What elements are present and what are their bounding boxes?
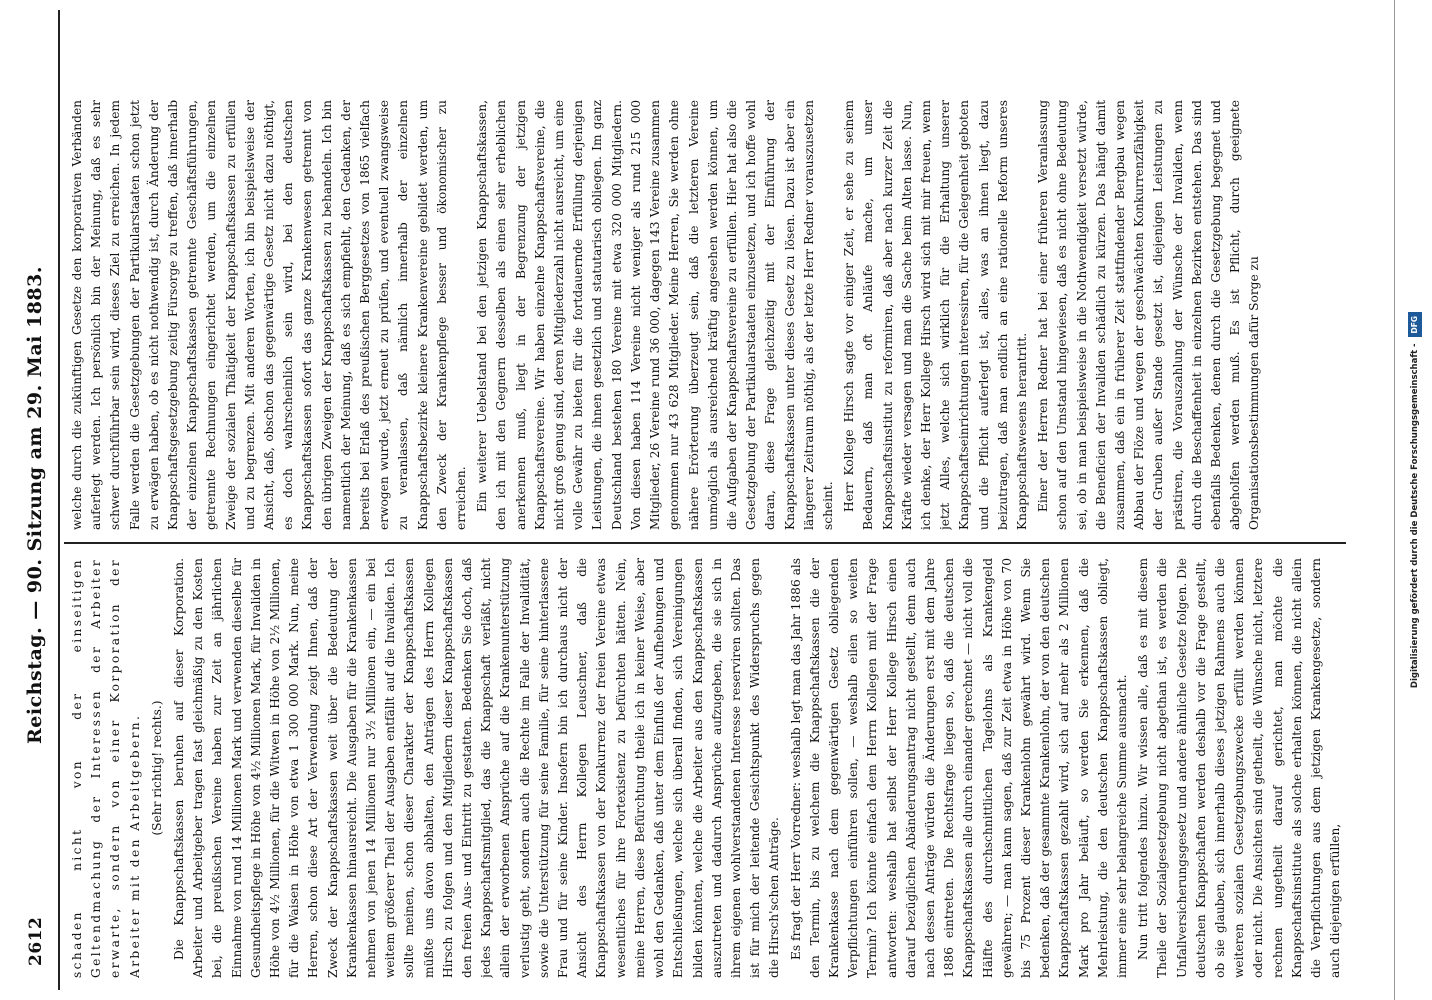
header-rule bbox=[58, 10, 60, 990]
paragraph: schaden nicht von der einseitigen Geltendmachung der Interessen der Arbeiter erwarte, sondern von einer Korporation der Arbeiter mit den Arbeitgebern. bbox=[70, 558, 142, 978]
paragraph: Herr Kollege Hirsch sagte vor einiger Zeit, er sehe zu seinem Bedauern, daß man oft Anläufe mache, um unser Knappschaftsinstitut zu reformiren, daß aber nach kurzer Zeit die Kräfte wieder versagen und man die Sache beim Alten lasse. Nun, ich denke, der Herr Kollege Hirsch wird sich mit mir freuen, wenn jetzt Alles, welche sich wirklich für die Erhaltung unserer Knappschaftseinrichtungen interessiren, für die Gelegenheit geboten und die Pflicht auferlegt ist, alles, was an ihnen liegt, dazu beizutragen, daß man endlich an eine rationelle Reform unseres Knappschaftswesens herantritt. bbox=[842, 100, 1029, 530]
digitization-note-text: Digitalisierung gefördert durch die Deutsche Forschungsgemeinschaft - bbox=[1410, 343, 1420, 689]
running-head: Reichstag. — 90. Sitzung am 29. Mai 1883. bbox=[24, 266, 46, 744]
paragraph: welche durch die zukünftigen Gesetze den korporativen Verbänden auferlegt werden. Ich persönlich bin der Meinung, daß es sehr schwer durchführbar sein wird, dieses Ziel zu erreichen. In jedem Falle werden die Gesetzgebungen der Partikularstaaten schon jetzt zu erwägen haben, ob es nicht nothwendig ist, durch Änderung der Knappschaftsgesetzgebung zeitig Fürsorge zu treffen, daß innerhalb der einzelnen Knappschaftskassen getrennte Geschäftsführungen, getrennte Rechnungen eingerichtet werden, um die einzelnen Zweige der sozialen Thätigkeit der Knappschaftskassen zu erfüllen und zu begrenzen. Mit anderen Worten, ich bin beispielsweise der Ansicht, daß, obschon das gegenwärtige Gesetz nicht dazu nöthigt, es doch wahrscheinlich sein wird, bei den deutschen Knappschaftskassen sofort das ganze Krankenwesen getrennt von den übrigen Zweigen der Knappschaftskassen zu behandeln. Ich bin namentlich der Meinung, daß es sich empfiehlt, den Gedanken, der bereits bei Erlaß des preußischen Berggesetzes von 1865 vielfach erwogen wurde, jetzt erneut zu prüfen, und eventuell zwangsweise zu veranlassen, daß nämlich innerhalb der einzelnen Knappschaftsbezirke kleinere Krankenvereine gebildet werden, um den Zweck der Krankenpflege besser und ökonomischer zu erreichen. bbox=[70, 100, 469, 530]
paragraph: Die Knappschaftskassen beruhen auf dieser Korporation. Arbeiter und Arbeitgeber tragen fast gleichmäßig zu den Kosten bei, die preußischen Vereine haben zur Zeit an jährlichen Einnahme von rund 14 Millionen Mark und verwenden dieselbe für Gesundheitspflege in Höhe von 4½ Millionen Mark, für Invaliden in Höhe von 4½ Millionen, für die Witwen in Höhe von 2½ Millionen, für die Waisen in Höhe von etwa 1 300 000 Mark. Nun, meine Herren, schon diese Art der Verwendung zeigt Ihnen, daß der Zweck der Knappschaftskassen weit über die Bedeutung der Krankenkassen hinausreicht. Die Ausgaben für die Krankenkassen nehmen von jenen 14 Millionen nur 3½ Millionen ein, — ein bei weitem größerer Theil der Ausgaben entfällt auf die Invaliden. Ich sollte meinen, schon dieser Charakter der Knappschaftskassen müßte uns davon abhalten, den Anträgen des Herrn Kollegen Hirsch zu folgen und den Mitgliedern dieser Knappschaftskassen den freien Aus- und Eintritt zu gestatten. Bedenken Sie doch, daß jedes Knappschaftsmitglied, das die Knappschaft verläßt, nicht allein der erworbenen Ansprüche auf die Krankenunterstützung verlustig geht, sondern auch die Rechte im Falle der Invalidität, sowie die Unterstützung für seine Familie, für seine hinterlassene Frau und für seine Kinder. Insofern bin ich durchaus nicht der Ansicht des Herrn Kollegen Leuschner, daß die Knappschaftskassen von der Konkurrenz der freien Vereine etwas wesentliches für ihre Fortexistenz zu befürchten hätten. Nein, meine Herren, diese Befürchtung theile ich in keiner Weise, aber wohl den Gedanken, daß unter dem Einfluß der Aufhebungen und Entschließungen, welche sich überall finden, sich Vereinigungen bilden könnten, welche die Arbeiter aus den Knappschaftskassen auszutreten und dadurch Ansprüche aufzugeben, die sie sich in ihrem eigenen wohlverstandenen Interesse reserviren sollten. Das ist für mich der leitende Gesichtspunkt des Widerspruchs gegen die Hirsch'schen Anträge. bbox=[172, 558, 782, 978]
dfg-logo: DFG bbox=[1408, 312, 1422, 338]
paragraph: Ein weiterer Uebelstand bei den jetzigen Knappschaftskassen, den ich mit den Gegnern desselben als einen sehr erheblichen anerkennen muß, liegt in der Begrenzung der jetzigen Knappschaftsvereine. Wir haben einzelne Knappschaftsvereine, die nicht groß genug sind, deren Mitgliederzahl nicht ausreicht, um eine volle Gewähr zu bieten für die fortdauernde Erfüllung derjenigen Leistungen, die ihnen gesetzlich und statutarisch obliegen. Im ganz Deutschland bestehen 180 Vereine mit etwa 320 000 Mitgliedern. Von diesen haben 114 Vereine nicht weniger als rund 215 000 Mitglieder, 26 Vereine rund 36 000, dagegen 143 Vereine zusammen genommen nur 43 628 Mitglieder. Meine Herren, Sie werden ohne nähere Erörterung überzeugt sein, daß die letzteren Vereine unmöglich als ausreichend kräftig angesehen werden können, um die Aufgaben der Knappschaftsvereine zu erfüllen. Hier hat also die Gesetzgebung der Partikularstaaten einzusetzen, und ich hoffe wohl daran, diese Frage gleichzeitig mit der Einführung der Knappschaftskassen unter dieses Gesetz zu lösen. Dazu ist aber ein längerer Zeitraum nöthig, als der letzte Herr Redner vorauszusetzen scheint. bbox=[475, 100, 835, 530]
paragraph: Einer der Herren Redner hat bei einer früheren Veranlassung schon auf den Umstand hingewiesen, daß es nicht ohne Bedeutung sei, ob in man beispielsweise in die Nothwendigkeit versetzt würde, die Beneficien der Invaliden schädlich zu kürzen. Das hängt damit zusammen, daß ein in früherer Zeit stattfindender Bergbau wegen Abbau der Flöze und wegen der geschwächten Konkurrenzfähigkeit der Gruben außer Stande gesetzt ist, diejenigen Leistungen zu prästiren, die Vorauszahlung der Wünsche der Invaliden, wenn durch die Beschaffenheit in einzelnen Bezirken entstehen. Das sind ebenfalls Bedenken, denen durch die Gesetzgebung begegnet und abgeholfen werden muß. Es ist Pflicht, durch geeignete Organisationsbestimmungen dafür Sorge zu bbox=[1036, 100, 1262, 530]
paragraph: Es fragt der Herr Vorredner: weshalb legt man das Jahr 1886 als den Termin, bis zu welchem die Knappschaftskassen die der Krankenkasse nach dem gegenwärtigen Gesetz obliegenden Verpflichtungen einführen sollen, — weshalb eilen so weiten Termin? Ich könnte einfach dem Herrn Kollegen mit der Frage antworten: weshalb hat selbst der Herr Kollege Hirsch einen darauf bezüglichen Abänderungsantrag nicht gestellt, denn auch nach dessen Anträge würden die Änderungen erst mit dem Jahre 1886 eintreten. Die Rechtsfrage liegen so, daß die deutschen Knappschaftskassen alle durch einander gerechnet — nicht voll die Hälfte des durchschnittlichen Tagelohns als Krankengeld gewähren; — man kann sagen, daß zur Zeit etwa in Höhe von 70 bis 75 Prozent dieser Krankenlohn gewährt wird. Wenn Sie bedenken, daß der gesammte Krankenlohn, der von den deutschen Knappschaftskassen gezahlt wird, sich auf mehr als 2 Millionen Mark pro Jahr beläuft, so werden Sie erkennen, daß die Mehrleistung, die den deutschen Knappschaftskassen obliegt, immer eine sehr belangreiche Summe ausmacht. bbox=[788, 558, 1129, 978]
page-number: 2612 bbox=[26, 916, 46, 966]
digitization-note bbox=[1402, 0, 1428, 1000]
paragraph: Nun tritt folgendes hinzu. Wir wissen alle, daß es mit diesem Theile der Sozialgesetzgebung nicht abgethan ist, es werden die Unfallversicherungsgesetz und andere ähnliche Gesetze folgen. Die deutschen Knappschaften werden deshalb vor die Frage gestellt, ob sie glauben, sich innerhalb dieses jetzigen Rahmens auch die weiteren sozialen Gesetzgebungszwecke erfüllt werden können oder nicht. Die Ansichten sind getheilt, die Wünsche nicht, letztere rechnen ungetheilt darauf gerichtet, man möchte die Knappschaftsinstitute als solche erhalten können, die nicht allein die Verpflichtungen aus dem jetzigen Krankengesetze, sondern auch diejenigen erfüllen, bbox=[1136, 558, 1342, 978]
column-divider bbox=[64, 542, 1346, 544]
interjection: (Sehr richtig! rechts.) bbox=[149, 700, 164, 836]
left-column bbox=[68, 558, 1342, 978]
page-header bbox=[20, 30, 52, 980]
scan-edge bbox=[1394, 0, 1395, 1000]
right-column bbox=[68, 100, 1342, 530]
